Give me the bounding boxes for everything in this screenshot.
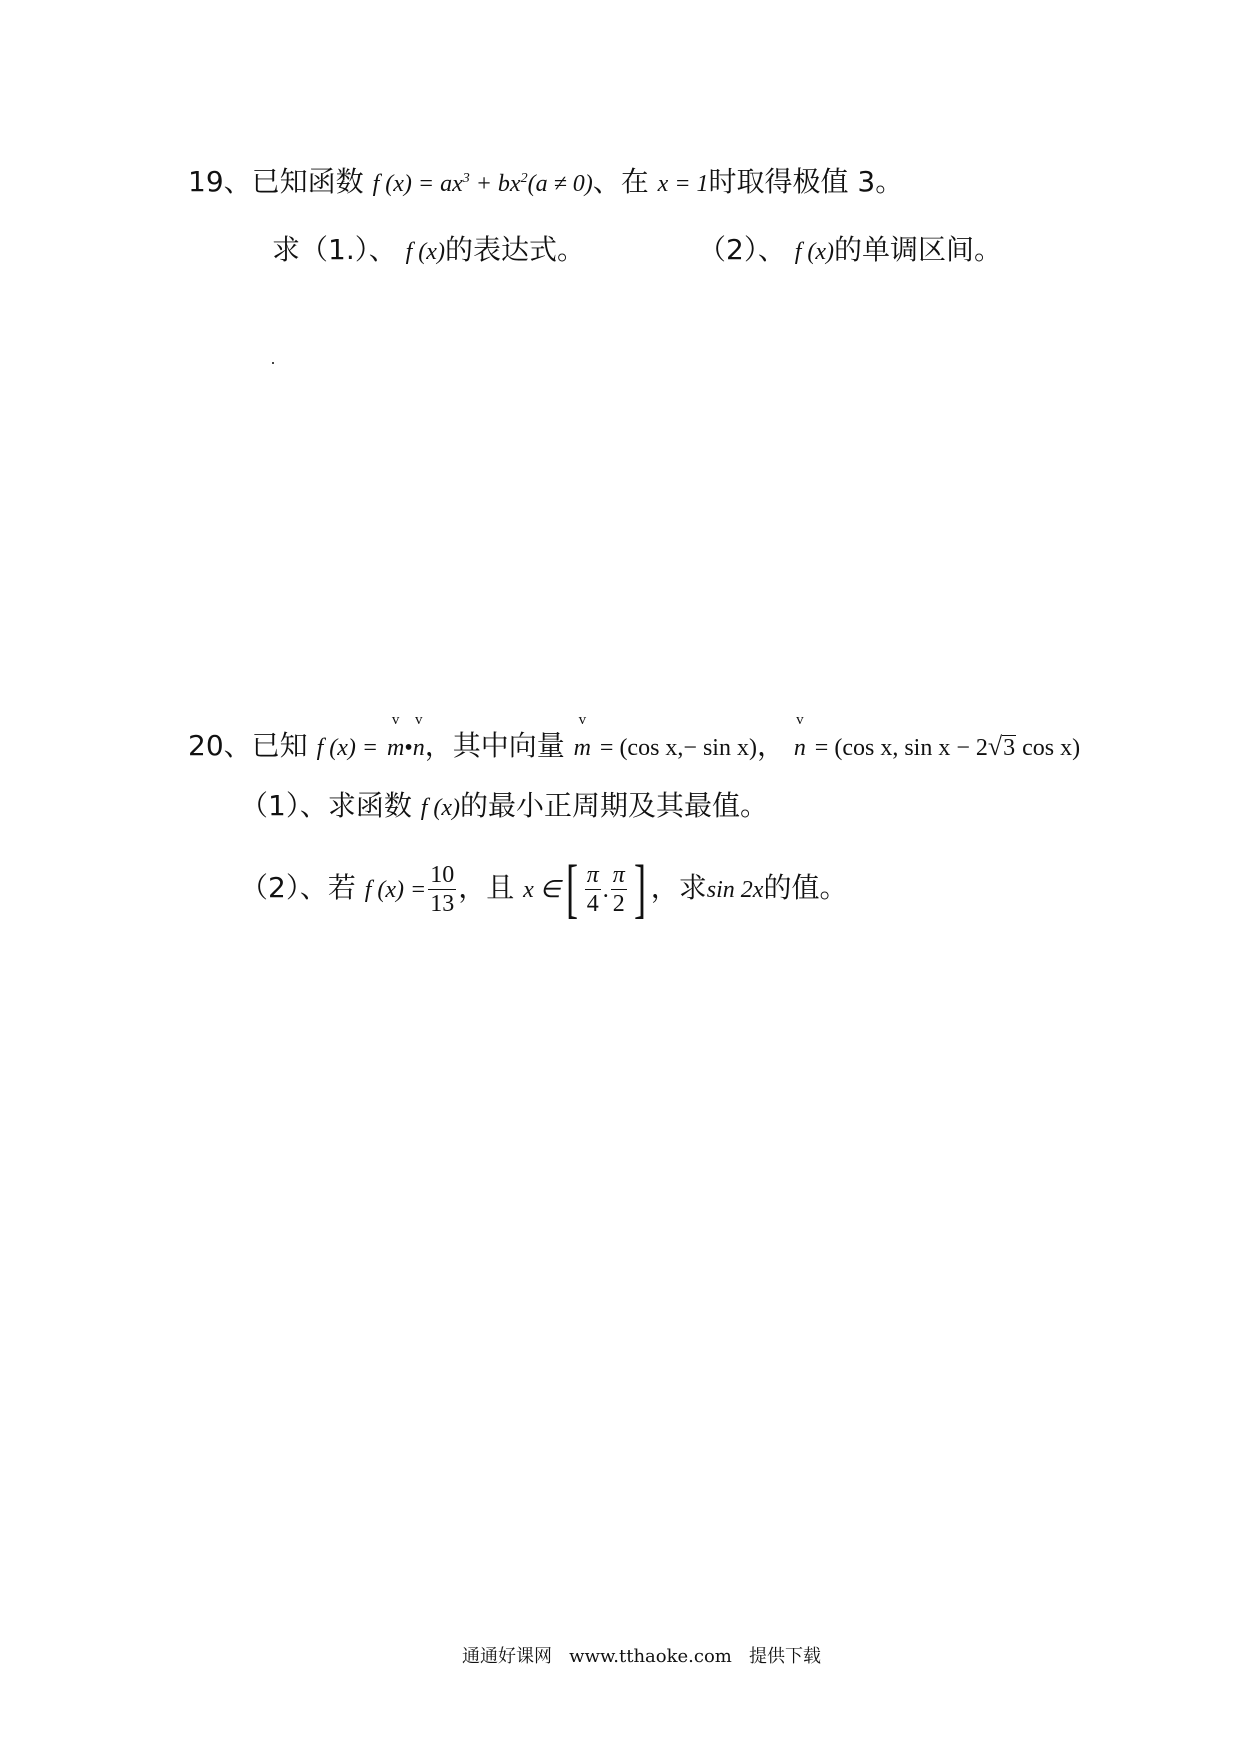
question-19-part-2 [698, 230, 1002, 272]
footer-site-name: 通通好课网 [462, 1646, 552, 1667]
question-tail: 时取得极值 3。 [708, 165, 904, 198]
question-19-line: 19、已知函数 f $(x) = ax^3 + bx^2(a \ne 0)$、在 x = 1时取得极值 3。 [188, 165, 904, 198]
part-2-label: （2）、若 [240, 871, 356, 904]
question-number: 20 [188, 729, 224, 762]
fraction-pi-4: $\frac{\pi}{4}$ [586, 861, 599, 917]
part-2-text: 的单调区间。 [834, 233, 1003, 266]
footer-download: 提供下载 [749, 1646, 822, 1667]
question-intro: 已知 [251, 729, 308, 762]
part-1-label: （1）、求函数 [240, 789, 412, 822]
right-bracket: ] [633, 852, 646, 925]
part-1-text: 的表达式。 [444, 233, 585, 266]
question-number: 19 [188, 165, 224, 198]
left-bracket: [ [565, 852, 578, 925]
question-20-part-1 [240, 786, 768, 828]
fraction-10-13: $\frac{10}{13}$ [430, 861, 455, 917]
part-1-text: 的最小正周期及其最值。 [460, 789, 769, 822]
f-equals: f (x) = [316, 735, 379, 761]
part-2-fx: f (x) = [364, 877, 427, 903]
function-expression: f $(x) = ax^3 + bx^2(a \ne 0)$ [372, 171, 593, 197]
part-1-label: 求（1.）、 [272, 233, 397, 266]
part-1-fx: f (x) [405, 239, 445, 265]
vector-n-def: v n [793, 712, 806, 761]
footer-url[interactable]: www.tthaoke.com [569, 1646, 732, 1667]
part-2-tail: 的值。 [763, 871, 848, 904]
part-2-fx: f (x) [794, 239, 835, 265]
condition-x-equals-1: x = 1 [657, 171, 709, 197]
question-20-line: 20、已知 f (x) = v m• v n，其中向量 v m = (cos x,− sin x)， v n = (cos x, sin x − 2√3 cos x) [188, 726, 1080, 768]
fraction-pi-2: $\frac{\pi}{2}$ [612, 861, 625, 917]
part-2-label: （2）、 [698, 233, 786, 266]
dot-product: • [404, 735, 413, 761]
vector-m-value: = (cos x,− sin x) [599, 735, 757, 761]
part-1-fx: f (x) [420, 795, 461, 821]
vector-n-value: = (cos x, sin x − 2√3 cos x) [814, 732, 1081, 761]
question-20-part-2: （2）、若 f (x) = $\frac{10}{13}$ ，且 x ∈[ $\frac{\pi}{4}$ . $\frac{\pi}{2}$ ] ，求sin 2x的值。 [240, 852, 848, 925]
stray-mark [272, 362, 274, 364]
sin-2x: sin 2x [706, 877, 764, 903]
vector-m-def: v m [573, 712, 591, 761]
question-19-parts [272, 230, 585, 272]
page-footer [462, 1642, 821, 1668]
x-in: x ∈ [523, 877, 561, 903]
question-intro: 已知函数 [251, 165, 364, 198]
vector-n: v n [412, 712, 425, 761]
vector-m: v m [386, 712, 405, 761]
